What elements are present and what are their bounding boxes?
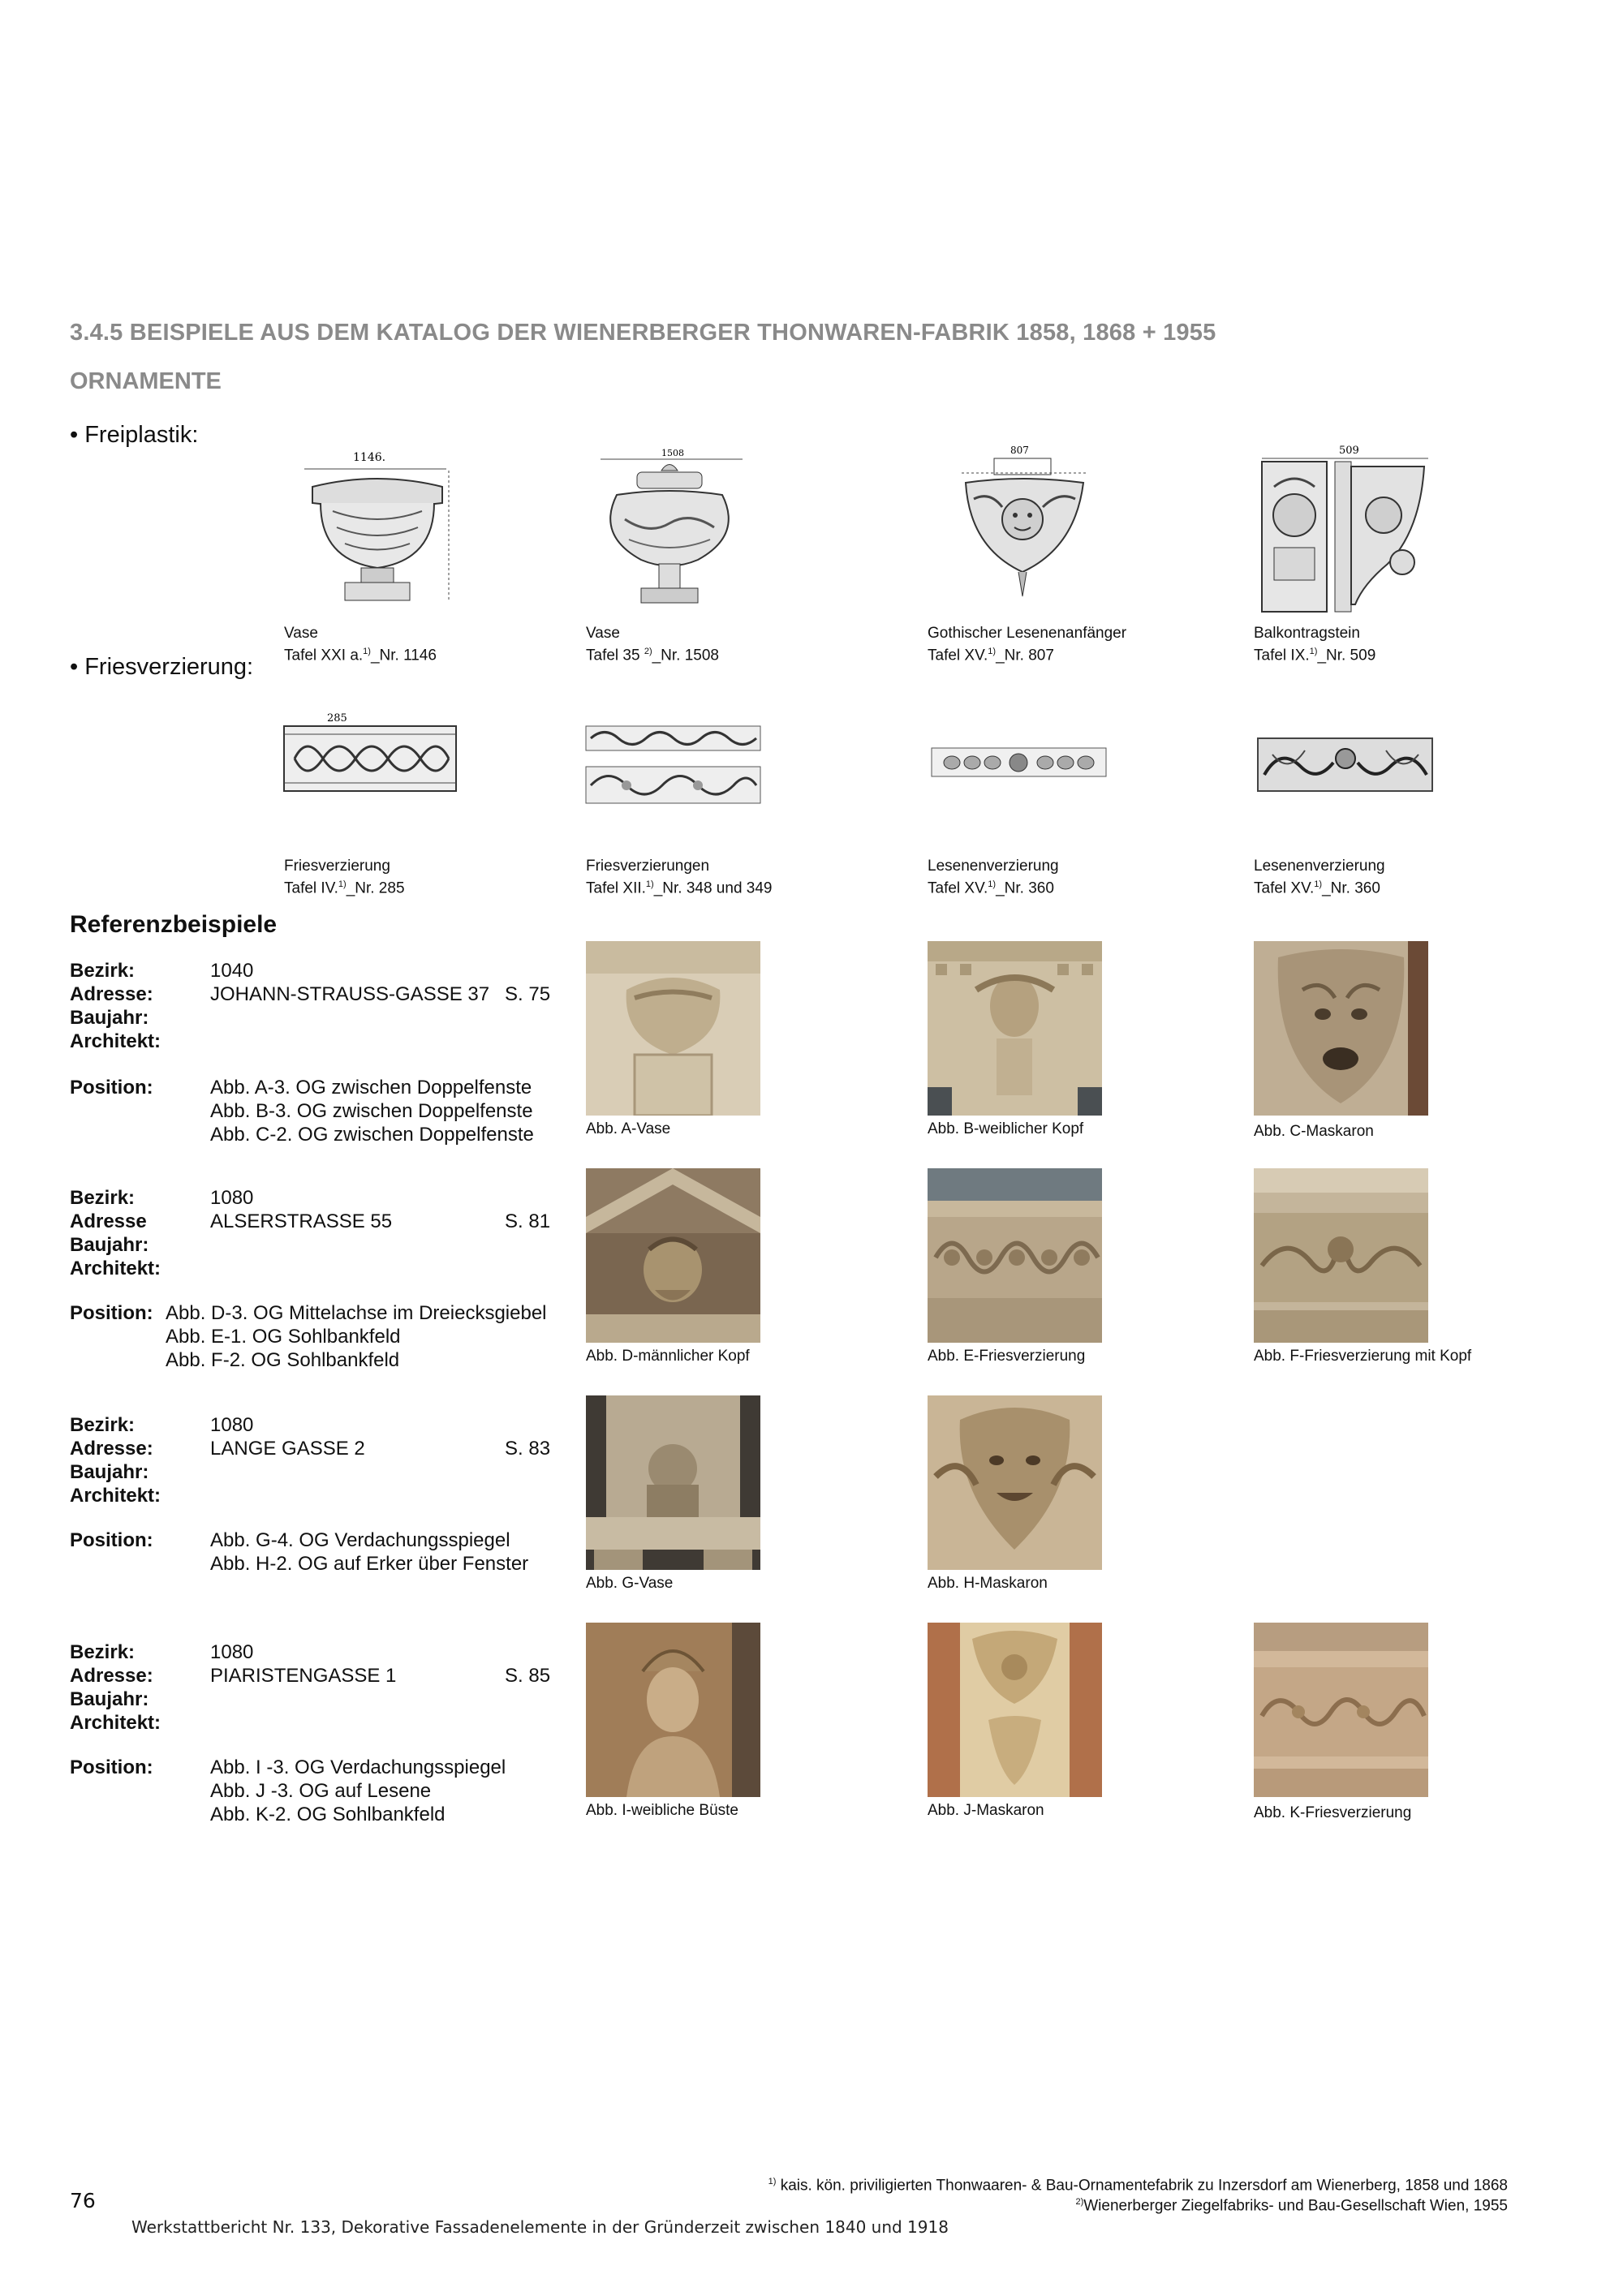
ref-adresse: ALSERSTRASSE 55	[210, 1210, 393, 1232]
photo-e-friesverzierung	[928, 1168, 1102, 1343]
drawing-number: 285	[327, 712, 347, 724]
drawing-number: 509	[1339, 445, 1359, 457]
freiplastik-caption: Balkontragstein Tafel IX.$^{1)}$_Nr. 509	[1254, 625, 1376, 664]
photo-caption: Abb. A-Vase	[586, 1120, 671, 1137]
photo-caption: Abb. F-Friesverzierung mit Kopf	[1254, 1348, 1472, 1365]
photo-caption: Abb. I-weibliche Büste	[586, 1802, 738, 1819]
photo-caption: Abb. J-Maskaron	[928, 1802, 1044, 1819]
page-footer: Werkstattbericht Nr. 133, Dekorative Fassadenelemente in der Gründerzeit zwischen 1840 und 1918	[131, 2217, 949, 2237]
fries-caption: Friesverzierungen Tafel XII.$^{1)}$_Nr. 348 und 349	[586, 858, 773, 897]
ref-adresse: PIARISTENGASSE 1	[210, 1665, 397, 1687]
ref-labels: Bezirk: Adresse: Baujahr: Architekt:	[70, 1641, 161, 1734]
ref-positions: Abb. A-3. OG zwischen Doppelfenste Abb. B-3. OG zwischen Doppelfenste Abb. C-2. OG zwischen Doppelfenste	[210, 1077, 534, 1146]
photo-d-maennlicher-kopf	[586, 1168, 760, 1343]
ref-adresse: LANGE GASSE 2	[210, 1438, 365, 1460]
ref-seite: S. 85	[505, 1665, 551, 1687]
fries-drawing-285	[282, 710, 461, 799]
ref-bezirk: 1080	[210, 1187, 254, 1209]
freiplastik-caption: Vase Tafel XXI a.$^{1)}$_Nr. 1146	[284, 625, 437, 664]
ref-seite: S. 75	[505, 983, 551, 1005]
drawing-number: 1146.	[353, 451, 386, 464]
lesenen-drawing-360-b	[1256, 734, 1435, 795]
position-label: Position:	[70, 1302, 153, 1324]
ref-positions: Abb. G-4. OG Verdachungsspiegel Abb. H-2. OG auf Erker über Fenster	[210, 1529, 529, 1575]
fries-caption: Lesenenverzierung Tafel XV.$^{1)}$_Nr. 360	[928, 858, 1059, 897]
ref-labels: Bezirk: Adresse: Baujahr: Architekt:	[70, 960, 161, 1052]
lesenenanfaenger-drawing	[954, 442, 1096, 617]
vase-drawing-1146	[296, 446, 458, 617]
photo-caption: Abb. E-Friesverzierung	[928, 1348, 1086, 1365]
position-label: Position:	[70, 1077, 153, 1099]
photo-j-maskaron	[928, 1623, 1102, 1797]
photo-h-maskaron	[928, 1395, 1102, 1570]
footnote-1: $^{1)}$ kais. kön. priviligierten Thonwaaren- & Bau-Ornamentefabrik zu Inzersdorf am Wienerberg, 1858 und 1868	[768, 2177, 1508, 2195]
photo-caption: Abb. K-Friesverzierung	[1254, 1804, 1412, 1821]
photo-c-maskaron	[1254, 941, 1428, 1116]
ref-bezirk: 1080	[210, 1641, 254, 1663]
position-label: Position:	[70, 1529, 153, 1551]
photo-caption: Abb. C-Maskaron	[1254, 1123, 1374, 1140]
ref-seite: S. 83	[505, 1438, 551, 1460]
fries-caption: Friesverzierung Tafel IV.$^{1)}$_Nr. 285	[284, 858, 405, 897]
friesverzierung-label: • Friesverzierung:	[70, 654, 254, 680]
ref-positions: Abb. D-3. OG Mittelachse im Dreiecksgiebel Abb. E-1. OG Sohlbankfeld Abb. F-2. OG Sohlbankfeld	[166, 1302, 547, 1371]
photo-caption: Abb. D-männlicher Kopf	[586, 1348, 750, 1365]
photo-f-friesverzierung-kopf	[1254, 1168, 1428, 1343]
fries-caption: Lesenenverzierung Tafel XV.$^{1)}$_Nr. 360	[1254, 858, 1385, 897]
photo-b-weiblicher-kopf	[928, 941, 1102, 1116]
ref-adresse: JOHANN-STRAUSS-GASSE 37	[210, 983, 490, 1005]
lesenen-drawing-360	[928, 738, 1110, 787]
drawing-number: 807	[1010, 445, 1029, 456]
balkontragstein-drawing	[1258, 442, 1432, 617]
position-label: Position:	[70, 1756, 153, 1778]
drawing-number: 1508	[661, 448, 684, 458]
referenz-heading: Referenzbeispiele	[70, 911, 278, 938]
subheading: ORNAMENTE	[70, 368, 222, 394]
footnote-2: $^{2)}$Wienerberger Ziegelfabriks- und Bau-Gesellschaft Wien, 1955	[1075, 2197, 1508, 2215]
photo-k-friesverzierung	[1254, 1623, 1428, 1797]
photo-caption: Abb. B-weiblicher Kopf	[928, 1120, 1084, 1137]
ref-labels: Bezirk: Adresse Baujahr: Architekt:	[70, 1187, 161, 1279]
ref-bezirk: 1080	[210, 1414, 254, 1436]
freiplastik-caption: Gothischer Lesenenanfänger Tafel XV.$^{1)}$_Nr. 807	[928, 625, 1127, 664]
photo-g-vase	[586, 1395, 760, 1570]
fries-drawing-348-349	[584, 722, 767, 811]
ref-seite: S. 81	[505, 1210, 551, 1232]
section-heading: 3.4.5 BEISPIELE AUS DEM KATALOG DER WIENERBERGER THONWAREN-FABRIK 1858, 1868 + 1955	[70, 320, 1216, 346]
ref-labels: Bezirk: Adresse: Baujahr: Architekt:	[70, 1414, 161, 1507]
vase-drawing-1508	[584, 446, 759, 617]
photo-a-vase	[586, 941, 760, 1116]
page-number: 76	[70, 2189, 96, 2212]
photo-caption: Abb. H-Maskaron	[928, 1575, 1048, 1592]
ref-bezirk: 1040	[210, 960, 254, 982]
ref-positions: Abb. I -3. OG Verdachungsspiegel Abb. J -3. OG auf Lesene Abb. K-2. OG Sohlbankfeld	[210, 1756, 506, 1825]
photo-i-weibliche-bueste	[586, 1623, 760, 1797]
freiplastik-caption: Vase Tafel 35 $^{2)}$_Nr. 1508	[586, 625, 720, 664]
freiplastik-label: • Freiplastik:	[70, 422, 199, 448]
photo-caption: Abb. G-Vase	[586, 1575, 674, 1592]
